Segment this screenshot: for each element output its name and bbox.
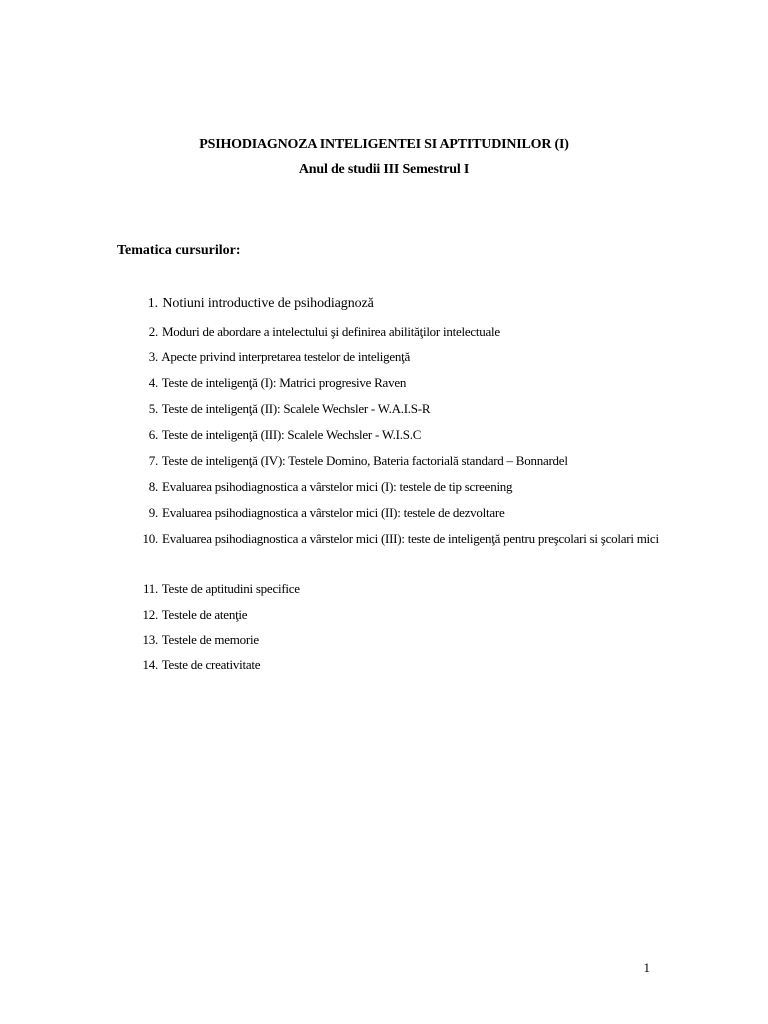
list-item-number: 3.	[148, 349, 158, 364]
list-item-text: Teste de inteligenţă (IV): Testele Domino, Bateria factorială standard – Bonnardel	[161, 453, 568, 468]
list-item	[136, 602, 676, 628]
list-item-number: 13.	[142, 632, 158, 647]
list-item-text: Moduri de abordare a intelectului şi definirea abilităţilor intelectuale	[162, 324, 500, 339]
list-item-text: Apecte privind interpretarea testelor de inteligenţă	[161, 349, 410, 364]
list-item-number: 8.	[148, 479, 158, 494]
list-item-text: Testele de memorie	[161, 632, 259, 647]
list-item	[136, 474, 676, 500]
list-item-text: Testele de atenţie	[161, 607, 248, 622]
list-item	[136, 422, 676, 448]
document-title: PSIHODIAGNOZA INTELIGENTEI SI APTITUDINILOR (I)	[199, 137, 569, 152]
list-item	[136, 344, 676, 370]
list-item-number: 11.	[142, 581, 158, 596]
list-item	[136, 319, 676, 345]
list-item-number: 5.	[148, 401, 158, 416]
list-item-text: Teste de creativitate	[161, 657, 261, 672]
list-item-number: 10.	[142, 531, 158, 546]
list-item-text: Notiuni introductive de psihodiagnoză	[162, 296, 374, 311]
list-item-number: 6.	[148, 427, 158, 442]
list-item-text: Evaluarea psihodiagnostica a vârstelor mici (I): testele de tip screening	[162, 479, 513, 494]
list-item-text: Teste de inteligenţă (II): Scalele Wechsler - W.A.I.S-R	[161, 401, 431, 416]
list-item	[136, 526, 676, 552]
list-item-number: 9.	[148, 505, 158, 520]
list-item	[136, 500, 676, 526]
list-item	[136, 652, 676, 678]
list-item-number: 2.	[148, 324, 158, 339]
list-item	[136, 291, 676, 317]
section-heading: Tematica cursurilor:	[117, 243, 241, 258]
list-item-number: 12.	[142, 607, 158, 622]
list-item-number: 1.	[147, 296, 158, 311]
page-number: 1	[643, 960, 650, 975]
list-item-number: 7.	[148, 453, 158, 468]
list-item-number: 4.	[148, 375, 158, 390]
document-subtitle: Anul de studii III Semestrul I	[298, 162, 470, 177]
list-item	[136, 576, 676, 602]
list-item-text: Teste de aptitudini specifice	[161, 581, 300, 596]
list-item-text: Teste de inteligenţă (I): Matrici progresive Raven	[161, 375, 407, 390]
list-item-text: Evaluarea psihodiagnostica a vârstelor mici (II): testele de dezvoltare	[162, 505, 505, 520]
list-item	[136, 396, 676, 422]
list-item	[136, 448, 676, 474]
list-item	[136, 370, 676, 396]
list-item	[136, 627, 676, 653]
list-item-number: 14.	[142, 657, 158, 672]
list-item-text: Teste de inteligenţă (III): Scalele Wechsler - W.I.S.C	[161, 427, 422, 442]
list-item-text: Evaluarea psihodiagnostica a vârstelor mici (III): teste de inteligenţă pentru preşcolari si şcolari mici	[162, 531, 659, 546]
